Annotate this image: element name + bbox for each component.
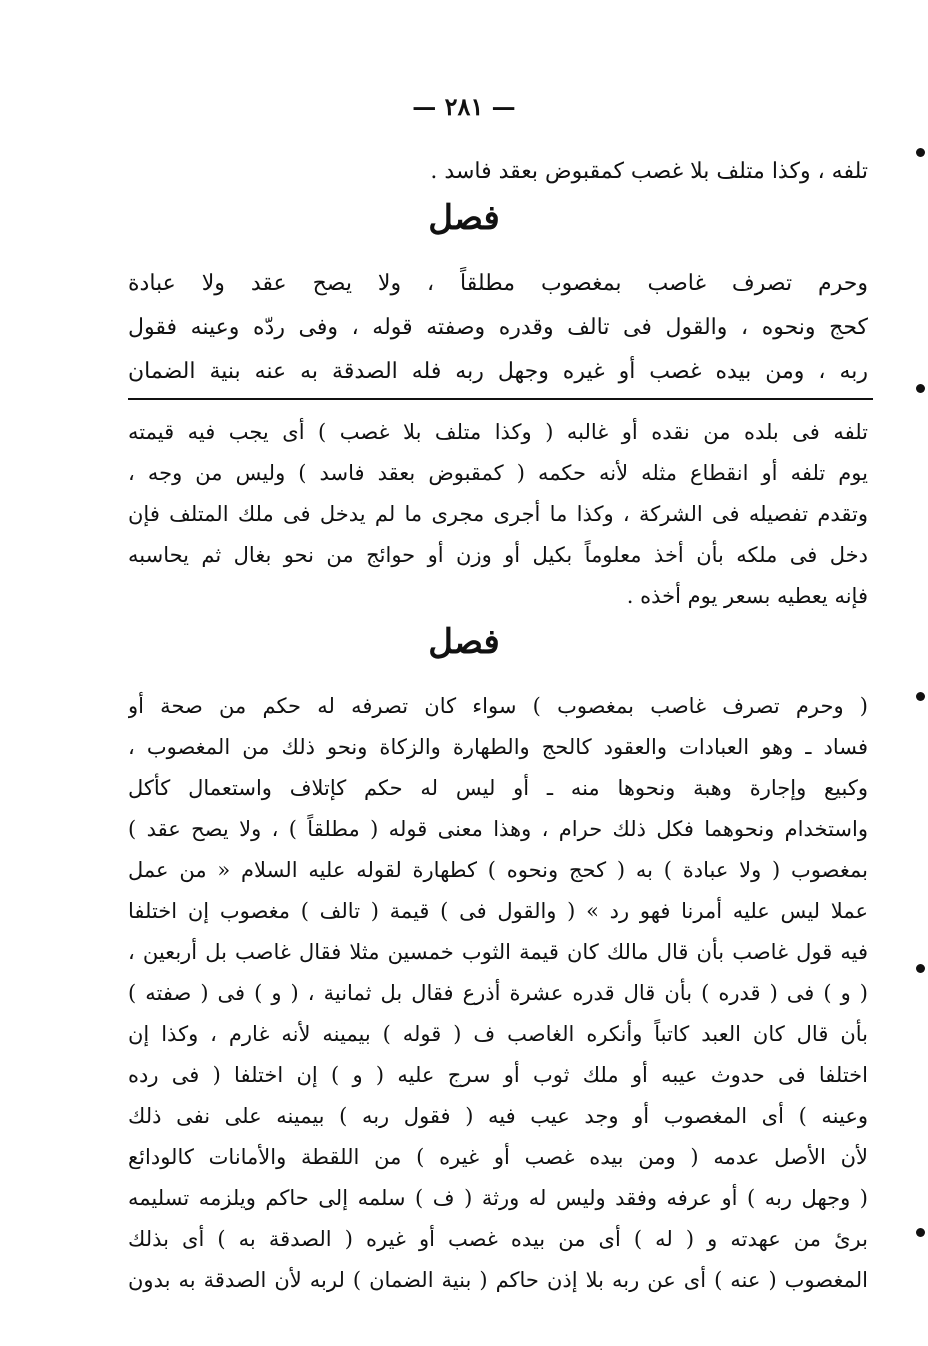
sharh-line: اختلفا فى حدوث عيبه أو ملك ثوب أو سرج عليه ( و ) إن اختلفا ( فى رده [128, 1063, 868, 1087]
sharh-line: عملا ليس عليه أمرنا فهو رد » ( والقول فى ) قيمة ( تالف ) مغصوب إن اختلفا [128, 899, 868, 923]
sharh-line: ( و ) فى ( قدره ) بأن قال قدره عشرة أذرع فقال بل ثمانية ، ( و ) فى ( صفته ) [128, 981, 868, 1005]
sharh-line: واستخدام ونحوهما فكل ذلك حرام ، وهذا معنى قوله ( مطلقاً ) ، ولا يصح عقد ) [128, 817, 868, 841]
matn-line: ربه ، ومن بيده غصب أو غيره وجهل ربه فله الصدقة به عنه بنية الضمان [128, 359, 868, 384]
sharh-line: ( وحرم تصرف غاصب بمغصوب ) سواء كان تصرفه له حكم من صحة أو [128, 694, 868, 718]
matn-top-line: تلفه ، وكذا متلف بلا غصب كمقبوض بعقد فاسد . [430, 159, 868, 184]
scan-margin-dot [916, 964, 925, 973]
scan-margin-dot [916, 384, 925, 393]
sharh-line: وتقدم تفصيله فى الشركة ، وكذا ما أجرى مجرى ما لم يدخل فى ملك المتلف فإن [128, 502, 868, 526]
matn-top-line-block [128, 150, 868, 194]
matn-line: كحج ونحوه ، والقول فى تالف وقدره وصفته قوله ، وفى ردّه وعينه فقول [128, 315, 868, 340]
sharh-line: وعينه ) أى المغصوب أو وجد عيب فيه ( فقول ربه ) بيمينه على نفى ذلك [128, 1104, 868, 1128]
matn-section-heading: فصل [428, 198, 500, 238]
scan-margin-dot [916, 1228, 925, 1237]
scan-margin-dot [916, 692, 925, 701]
sharh-line: يوم تلفه أو انقطاع مثله لأنه حكمه ( كمقبوض بعقد فاسد ) وليس من وجه ، [128, 461, 868, 485]
text-divider-rule [128, 398, 873, 400]
sharh-paragraph-1 [128, 412, 868, 617]
sharh-line: المغصوب ( عنه ) أى عن ربه بلا إذن حاكم ( بنية الضمان ) لربه لأن الصدقة به بدون [128, 1268, 868, 1292]
page-number: — ٢٨١ — [412, 92, 516, 121]
matn-paragraph [128, 262, 868, 394]
scan-margin-dot [916, 148, 925, 157]
sharh-line: ( وجهل ربه ) أو عرفه وفقد وليس له ورثة ( ف ) سلمه إلى حاكم ويلزمه تسليمه [128, 1186, 868, 1210]
sharh-line: فساد ـ وهو العبادات والعقود كالحج والطهارة والزكاة ونحو ذلك من المغصوب ، [128, 735, 868, 759]
sharh-line: فإنه يعطيه بسعر يوم أخذه . [626, 584, 868, 608]
sharh-line: برئ من عهدته و ( له ) أى من بيده غصب أو غيره ( الصدقة به ) أى بذلك [128, 1227, 868, 1251]
sharh-line: وكبيع وإجارة وهبة ونحوها منه ـ أو ليس له حكم كإتلاف واستعمال كأكل [128, 776, 868, 800]
matn-line: وحرم تصرف غاصب بمغصوب مطلقاً ، ولا يصح عقد ولا عبادة [128, 271, 868, 296]
sharh-section-heading: فصل [428, 622, 500, 662]
sharh-line: تلفه فى بلده من نقده أو غالبه ( وكذا متلف بلا غصب ) أى يجب فيه قيمته [128, 420, 868, 444]
sharh-paragraph-2 [128, 686, 868, 1301]
sharh-line: بأن قال كان العبد كاتباً وأنكره الغاصب ف ( قوله ) بيمينه لأنه غارم ، وكذا إن [128, 1022, 868, 1046]
sharh-line: بمغصوب ( ولا عبادة ) به ( كحج ونحوه ) كطهارة لقوله عليه السلام « من عمل [128, 858, 868, 882]
sharh-line: دخل فى ملكه بأن أخذ معلوماً بكيل أو وزن أو حوائج من نحو بغال ثم يحاسبه [128, 543, 868, 567]
sharh-line: فيه قول غاصب بأن قال مالك كان قيمة الثوب خمسين مثلا فقال غاصب بل أربعين ، [128, 940, 868, 964]
sharh-line: لأن الأصل عدمه ( ومن بيده غصب أو غيره ) من اللقطة والأمانات كالودائع [128, 1145, 868, 1169]
